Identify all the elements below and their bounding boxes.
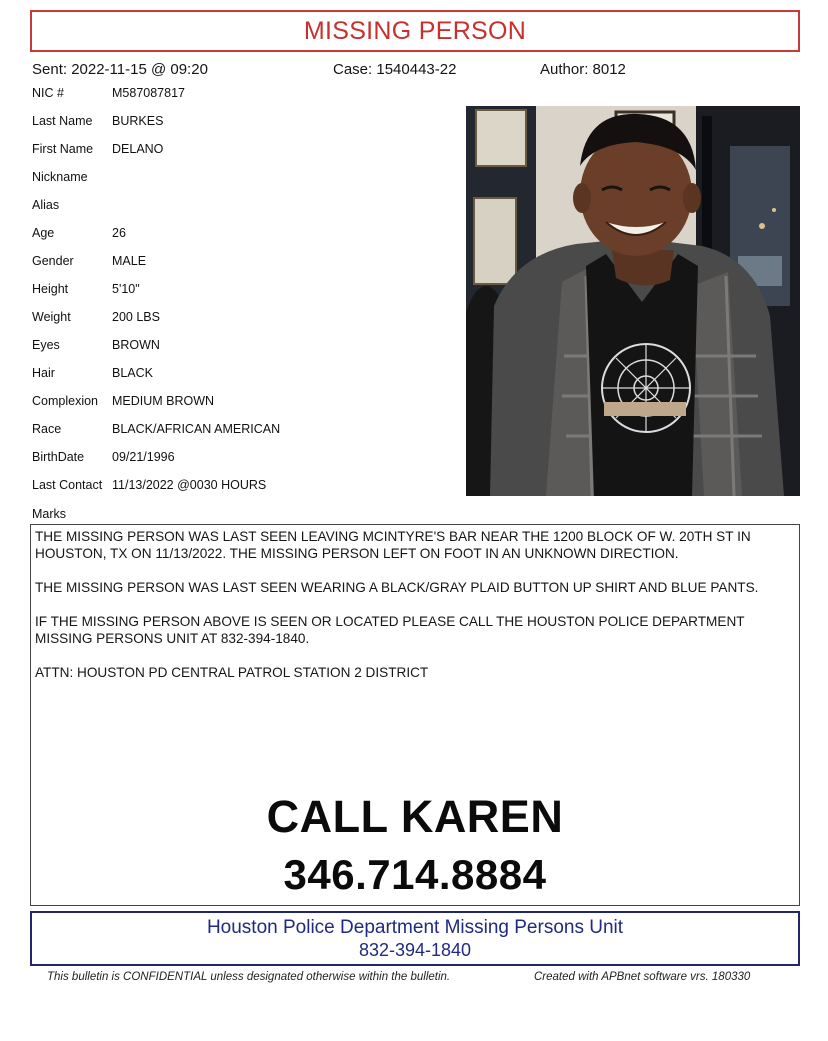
field-label: Weight (32, 310, 71, 324)
narrative-paragraph: ATTN: HOUSTON PD CENTRAL PATROL STATION 2 DISTRICT (35, 665, 429, 680)
sent-date: Sent: 2022-11-15 @ 09:20 (32, 61, 208, 78)
field-value: 09/21/1996 (112, 450, 175, 464)
narrative-paragraph: IF THE MISSING PERSON ABOVE IS SEEN OR LOCATED PLEASE CALL THE HOUSTON POLICE DEPARTMENT MISSING PERSONS UNIT AT 832-394-1840. (35, 614, 745, 646)
footer-phone: 832-394-1840 (358, 939, 472, 960)
field-label: Height (32, 282, 69, 296)
field-label: Last Name (32, 114, 93, 128)
field-label: Last Contact (32, 478, 103, 492)
field-value: MEDIUM BROWN (112, 394, 215, 408)
person-photo (466, 106, 800, 496)
field-value: 11/13/2022 @0030 HOURS (112, 478, 267, 492)
call-contact-number: 346.714.8884 (283, 851, 547, 898)
field-label: Hair (32, 366, 55, 380)
field-value: BURKES (112, 114, 164, 128)
field-value: BLACK (112, 366, 153, 380)
field-label: Eyes (32, 338, 60, 352)
page-title: MISSING PERSON (303, 16, 527, 45)
field-value: BROWN (112, 338, 160, 352)
person-photo-icon (466, 106, 800, 496)
narrative-paragraph: THE MISSING PERSON WAS LAST SEEN WEARING A BLACK/GRAY PLAID BUTTON UP SHIRT AND BLUE PANTS. (35, 580, 759, 595)
field-label: Nickname (32, 170, 88, 184)
field-label: Gender (32, 254, 74, 268)
call-contact-name: CALL KAREN (266, 791, 564, 842)
marks-box (30, 524, 800, 906)
case-number: Case: 1540443-22 (333, 61, 457, 78)
footer-box (30, 911, 800, 966)
field-value: M587087817 (112, 86, 185, 100)
title-box (30, 10, 800, 52)
field-label: Complexion (32, 394, 99, 408)
software-credit: Created with APBnet software vrs. 180330 (534, 971, 751, 983)
author-id: Author: 8012 (540, 61, 626, 78)
field-value: BLACK/AFRICAN AMERICAN (112, 422, 281, 436)
field-label: Alias (32, 198, 60, 212)
field-label: NIC # (32, 86, 64, 100)
field-label: Age (32, 226, 55, 240)
field-value: DELANO (112, 142, 164, 156)
footer-unit: Houston Police Department Missing Persons Unit (206, 916, 624, 938)
field-label: Race (32, 422, 62, 436)
narrative-paragraph: THE MISSING PERSON WAS LAST SEEN LEAVING MCINTYRE'S BAR NEAR THE 1200 BLOCK OF W. 20TH ST IN HOUSTON, TX ON 11/13/2022. THE MISSING PERSON LEFT ON FOOT IN AN UNKNOWN DIRECTION. (35, 529, 751, 561)
narrative (35, 528, 775, 698)
field-value: MALE (112, 254, 147, 268)
marks-label: Marks (32, 507, 67, 521)
field-value: 26 (112, 226, 126, 240)
field-label: First Name (32, 142, 94, 156)
confidential-notice: This bulletin is CONFIDENTIAL unless designated otherwise within the bulletin. (47, 971, 451, 983)
field-value: 200 LBS (112, 310, 160, 324)
field-label: BirthDate (32, 450, 85, 464)
field-value: 5'10" (112, 282, 140, 296)
